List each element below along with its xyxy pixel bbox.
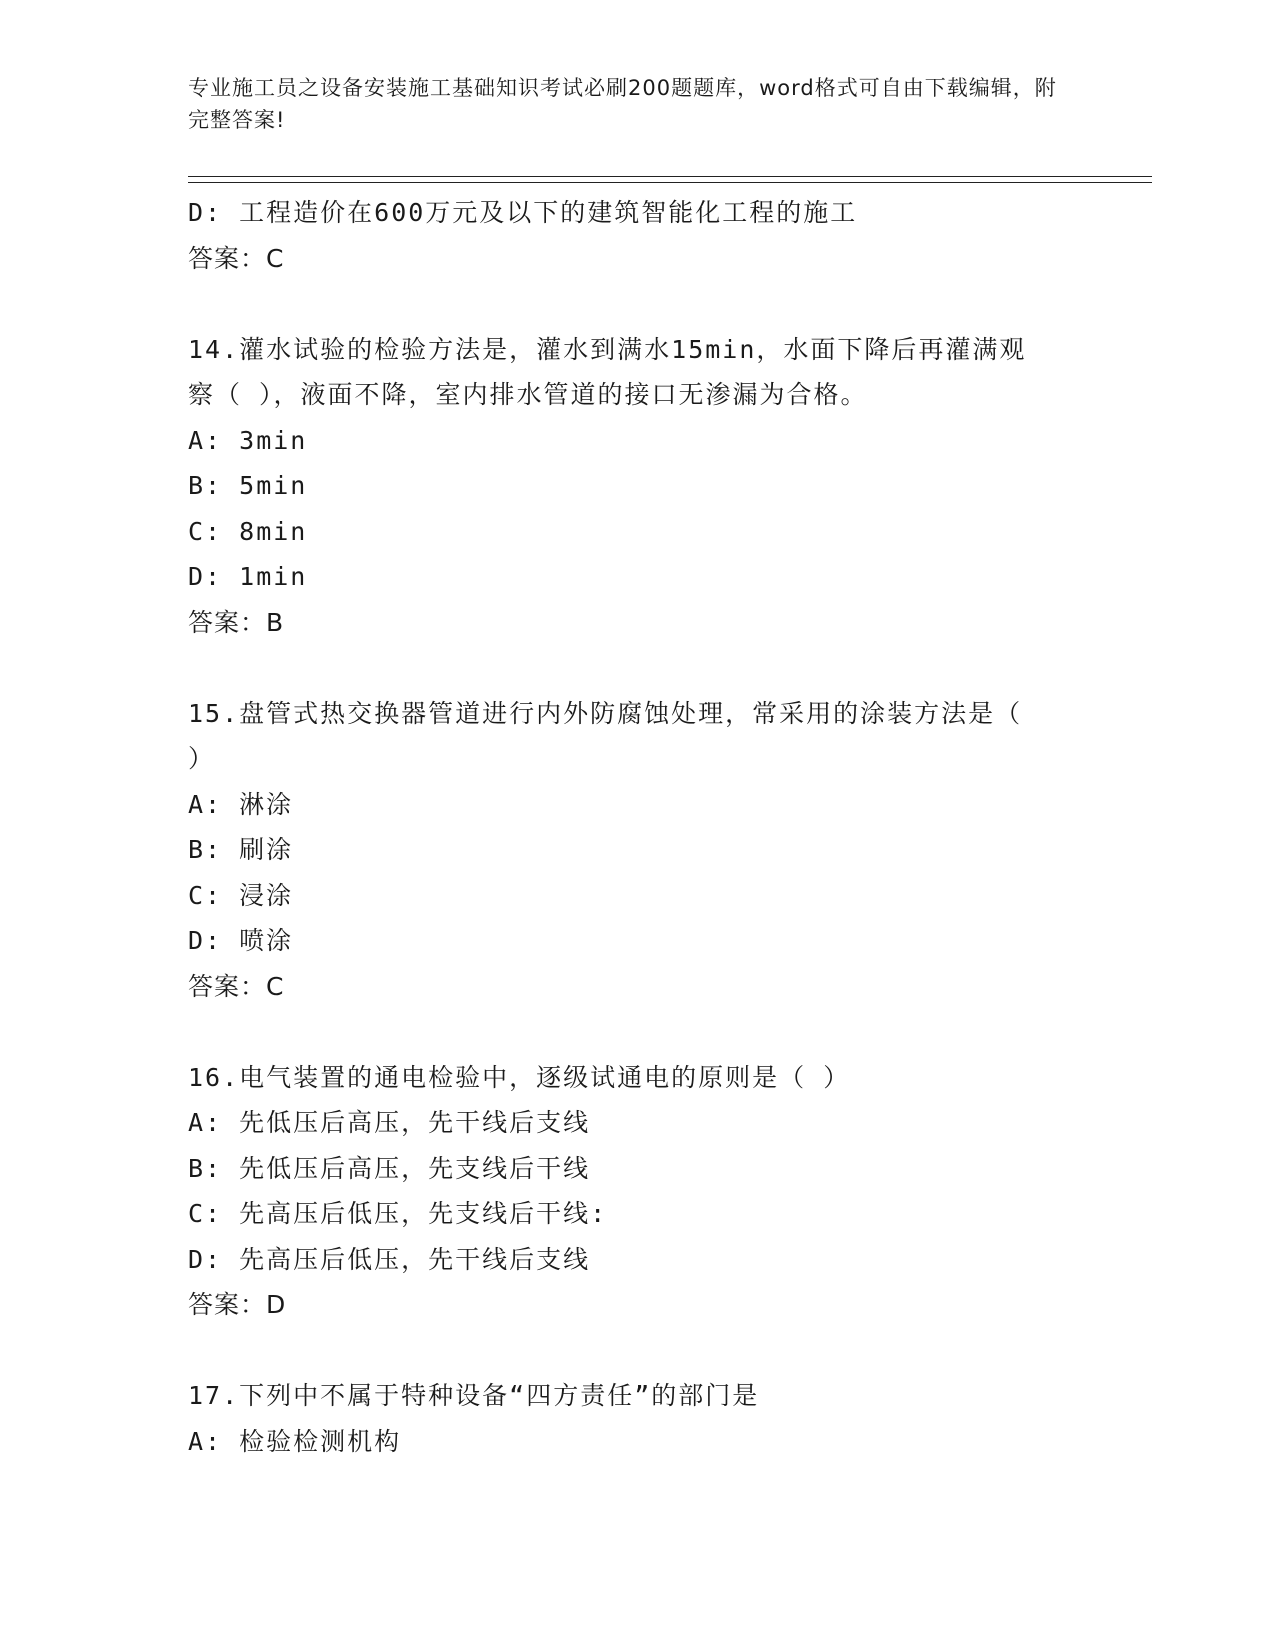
question-stem: 16.电气装置的通电检验中，逐级试通电的原则是（ ） bbox=[188, 1062, 851, 1092]
option-d: D: 1min bbox=[188, 562, 308, 591]
option-a: A: 淋涂 bbox=[188, 789, 294, 819]
spacer bbox=[188, 645, 1088, 691]
question-13-tail bbox=[188, 190, 1088, 281]
answer-line: 答案：D bbox=[188, 1290, 287, 1319]
question-17 bbox=[188, 1373, 1088, 1464]
answer-line: 答案：C bbox=[188, 243, 285, 273]
option-a: A: 检验检测机构 bbox=[188, 1426, 402, 1456]
question-stem-continued: 察（ ），液面不降，室内排水管道的接口无渗漏为合格。 bbox=[188, 380, 868, 409]
option-c: C: 先高压后低压，先支线后干线: bbox=[188, 1199, 608, 1228]
option-b: B: 先低压后高压，先支线后干线 bbox=[188, 1153, 591, 1183]
option-b: B: 5min bbox=[188, 471, 308, 500]
option-d: D: 工程造价在600万元及以下的建筑智能化工程的施工 bbox=[188, 198, 858, 227]
answer-line: 答案：C bbox=[188, 971, 285, 1001]
header-divider-top bbox=[188, 176, 1152, 177]
option-c: C: 浸涂 bbox=[188, 880, 294, 910]
question-15 bbox=[188, 691, 1088, 1010]
question-stem-continued: ） bbox=[188, 744, 216, 773]
option-b: B: 刷涂 bbox=[188, 835, 294, 864]
spacer bbox=[188, 1328, 1088, 1374]
question-16 bbox=[188, 1055, 1088, 1328]
question-stem: 15.盘管式热交换器管道进行内外防腐蚀处理，常采用的涂装方法是（ bbox=[188, 698, 1023, 728]
question-14 bbox=[188, 327, 1088, 646]
answer-line: 答案：B bbox=[188, 607, 285, 637]
spacer bbox=[188, 1009, 1088, 1055]
option-d: D: 先高压后低压，先干线后支线 bbox=[188, 1244, 591, 1274]
question-stem: 17.下列中不属于特种设备“四方责任”的部门是 bbox=[188, 1381, 760, 1410]
question-stem: 14.灌水试验的检验方法是，灌水到满水15min，水面下降后再灌满观 bbox=[188, 334, 1027, 364]
option-a: A: 3min bbox=[188, 425, 308, 455]
document-header: 专业施工员之设备安装施工基础知识考试必刷200题题库，word格式可自由下载编辑，附完整答案! bbox=[188, 76, 1057, 132]
option-a: A: 先低压后高压，先干线后支线 bbox=[188, 1108, 591, 1137]
spacer bbox=[188, 281, 1088, 327]
header-divider-bottom bbox=[188, 182, 1152, 183]
question-list bbox=[188, 190, 1088, 1464]
option-c: C: 8min bbox=[188, 516, 308, 546]
option-d: D: 喷涂 bbox=[188, 926, 294, 955]
